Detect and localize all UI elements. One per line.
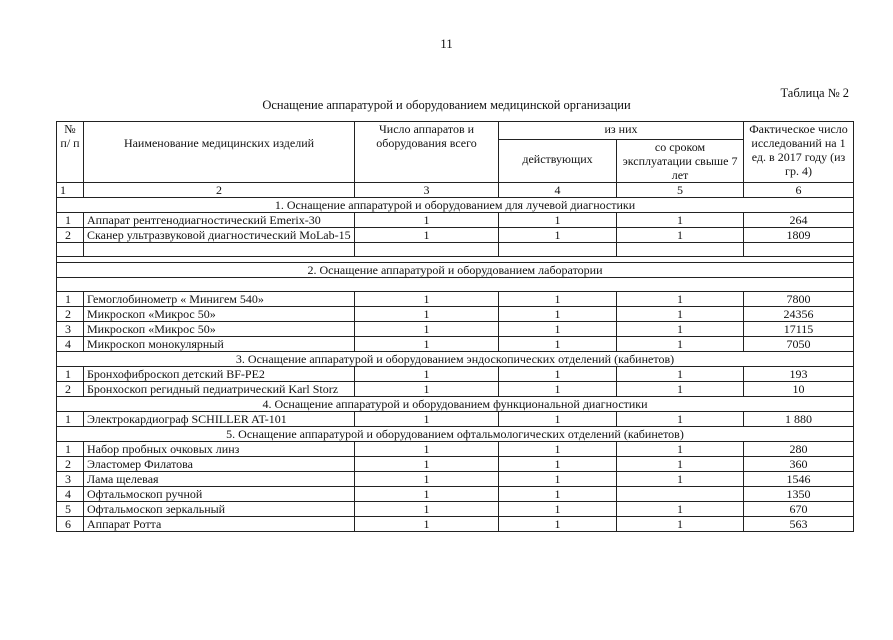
empty-cell: [499, 243, 617, 257]
row-number: 4: [57, 487, 84, 502]
total-count: 1: [355, 213, 499, 228]
table-row: [57, 472, 854, 487]
total-count: 1: [355, 307, 499, 322]
header-active: действующих: [499, 140, 617, 183]
device-name: Микроскоп «Микрос 50»: [84, 322, 355, 337]
over7-count: 1: [617, 442, 744, 457]
studies-count: 563: [744, 517, 854, 532]
device-name: Офтальмоскоп зеркальный: [84, 502, 355, 517]
over7-count: 1: [617, 367, 744, 382]
total-count: 1: [355, 292, 499, 307]
row-number: 2: [57, 457, 84, 472]
total-count: 1: [355, 442, 499, 457]
col-number-3: 3: [355, 183, 499, 198]
over7-count: 1: [617, 517, 744, 532]
active-count: 1: [499, 502, 617, 517]
table-row: [57, 502, 854, 517]
empty-cell: [57, 243, 84, 257]
header-total: Число аппаратов и оборудования всего: [355, 122, 499, 183]
over7-count: 1: [617, 292, 744, 307]
device-name: Эластомер Филатова: [84, 457, 355, 472]
active-count: 1: [499, 307, 617, 322]
table-row: [57, 292, 854, 307]
row-number: 1: [57, 367, 84, 382]
section-title: 3. Оснащение аппаратурой и оборудованием эндоскопических отделений (кабинетов): [57, 352, 854, 367]
header-of-them: из них: [499, 122, 744, 140]
over7-count: 1: [617, 337, 744, 352]
table-row: [57, 382, 854, 397]
row-number: 1: [57, 213, 84, 228]
table-row: [57, 307, 854, 322]
table-row: [57, 457, 854, 472]
col-number-2: 2: [84, 183, 355, 198]
over7-count: 1: [617, 322, 744, 337]
table-row: [57, 412, 854, 427]
total-count: 1: [355, 367, 499, 382]
device-name: Микроскоп монокулярный: [84, 337, 355, 352]
section-header: [57, 263, 854, 278]
section-header: [57, 352, 854, 367]
device-name: Аппарат рентгенодиагностический Emerix-30: [84, 213, 355, 228]
total-count: 1: [355, 487, 499, 502]
over7-count: 1: [617, 228, 744, 243]
active-count: 1: [499, 228, 617, 243]
device-name: Бронхоскоп регидный педиатрический Karl Storz: [84, 382, 355, 397]
row-number: 2: [57, 382, 84, 397]
row-number: 1: [57, 292, 84, 307]
studies-count: 17115: [744, 322, 854, 337]
device-name: Микроскоп «Микрос 50»: [84, 307, 355, 322]
total-count: 1: [355, 412, 499, 427]
total-count: 1: [355, 337, 499, 352]
device-name: Лама щелевая: [84, 472, 355, 487]
device-name: Набор пробных очковых линз: [84, 442, 355, 457]
total-count: 1: [355, 228, 499, 243]
col-number-5: 5: [617, 183, 744, 198]
row-number: 1: [57, 442, 84, 457]
section-title: 1. Оснащение аппаратурой и оборудованием для лучевой диагностики: [57, 198, 854, 213]
active-count: 1: [499, 382, 617, 397]
studies-count: 10: [744, 382, 854, 397]
section-title: 2. Оснащение аппаратурой и оборудованием лаборатории: [57, 263, 854, 278]
studies-count: 24356: [744, 307, 854, 322]
table-label: Таблица № 2: [780, 86, 849, 100]
col-number-4: 4: [499, 183, 617, 198]
studies-count: 1809: [744, 228, 854, 243]
over7-count: 1: [617, 213, 744, 228]
header-studies: Фактическое число исследований на 1 ед. в 2017 году (из гр. 4): [744, 122, 854, 183]
empty-cell: [744, 243, 854, 257]
col-number-1: 1: [57, 183, 84, 198]
header-over7: со сроком эксплуатации свыше 7 лет: [617, 140, 744, 183]
over7-count: 1: [617, 502, 744, 517]
header-row: [57, 122, 854, 140]
total-count: 1: [355, 517, 499, 532]
studies-count: 1350: [744, 487, 854, 502]
studies-count: 7800: [744, 292, 854, 307]
total-count: 1: [355, 322, 499, 337]
table-row: [57, 487, 854, 502]
blank-cell: [57, 278, 854, 292]
active-count: 1: [499, 292, 617, 307]
active-count: 1: [499, 412, 617, 427]
table-row: [57, 442, 854, 457]
device-name: Гемоглобинометр « Минигем 540»: [84, 292, 355, 307]
row-number: 2: [57, 307, 84, 322]
column-number-row: [57, 183, 854, 198]
row-number: 2: [57, 228, 84, 243]
row-number: 4: [57, 337, 84, 352]
table-row: [57, 213, 854, 228]
studies-count: 1 880: [744, 412, 854, 427]
over7-count: 1: [617, 307, 744, 322]
table-row: [57, 337, 854, 352]
section-title: 4. Оснащение аппаратурой и оборудованием функциональной диагностики: [57, 397, 854, 412]
active-count: 1: [499, 367, 617, 382]
over7-count: 1: [617, 412, 744, 427]
studies-count: 1546: [744, 472, 854, 487]
row-number: 5: [57, 502, 84, 517]
device-name: Электрокардиограф SCHILLER AT-101: [84, 412, 355, 427]
active-count: 1: [499, 442, 617, 457]
active-count: 1: [499, 322, 617, 337]
table-row: [57, 517, 854, 532]
over7-count: 1: [617, 382, 744, 397]
section-header: [57, 427, 854, 442]
page-number: 11: [440, 36, 453, 51]
section-header: [57, 198, 854, 213]
total-count: 1: [355, 472, 499, 487]
active-count: 1: [499, 517, 617, 532]
table-row: [57, 322, 854, 337]
row-number: 1: [57, 412, 84, 427]
active-count: 1: [499, 457, 617, 472]
empty-cell: [84, 243, 355, 257]
table-row: [57, 228, 854, 243]
section-header: [57, 397, 854, 412]
total-count: 1: [355, 502, 499, 517]
col-number-6: 6: [744, 183, 854, 198]
studies-count: 360: [744, 457, 854, 472]
total-count: 1: [355, 382, 499, 397]
header-num: № п/ п: [57, 122, 84, 183]
active-count: 1: [499, 337, 617, 352]
spacer-row: [57, 278, 854, 292]
device-name: Сканер ультразвуковой диагностический MoLab-15: [84, 228, 355, 243]
studies-count: 193: [744, 367, 854, 382]
header-name: Наименование медицинских изделий: [84, 122, 355, 183]
row-number: 3: [57, 472, 84, 487]
active-count: 1: [499, 487, 617, 502]
active-count: 1: [499, 472, 617, 487]
studies-count: 264: [744, 213, 854, 228]
studies-count: 7050: [744, 337, 854, 352]
device-name: Аппарат Ротта: [84, 517, 355, 532]
empty-cell: [617, 243, 744, 257]
empty-cell: [355, 243, 499, 257]
equipment-table: [56, 121, 854, 532]
device-name: Бронхофиброскоп детский BF-PE2: [84, 367, 355, 382]
over7-count: [617, 487, 744, 502]
device-name: Офтальмоскоп ручной: [84, 487, 355, 502]
total-count: 1: [355, 457, 499, 472]
over7-count: 1: [617, 457, 744, 472]
row-number: 3: [57, 322, 84, 337]
studies-count: 670: [744, 502, 854, 517]
row-number: 6: [57, 517, 84, 532]
table-row: [57, 367, 854, 382]
over7-count: 1: [617, 472, 744, 487]
document-title: Оснащение аппаратурой и оборудованием медицинской организации: [262, 98, 631, 112]
section-title: 5. Оснащение аппаратурой и оборудованием офтальмологических отделений (кабинетов): [57, 427, 854, 442]
empty-row: [57, 243, 854, 257]
active-count: 1: [499, 213, 617, 228]
studies-count: 280: [744, 442, 854, 457]
